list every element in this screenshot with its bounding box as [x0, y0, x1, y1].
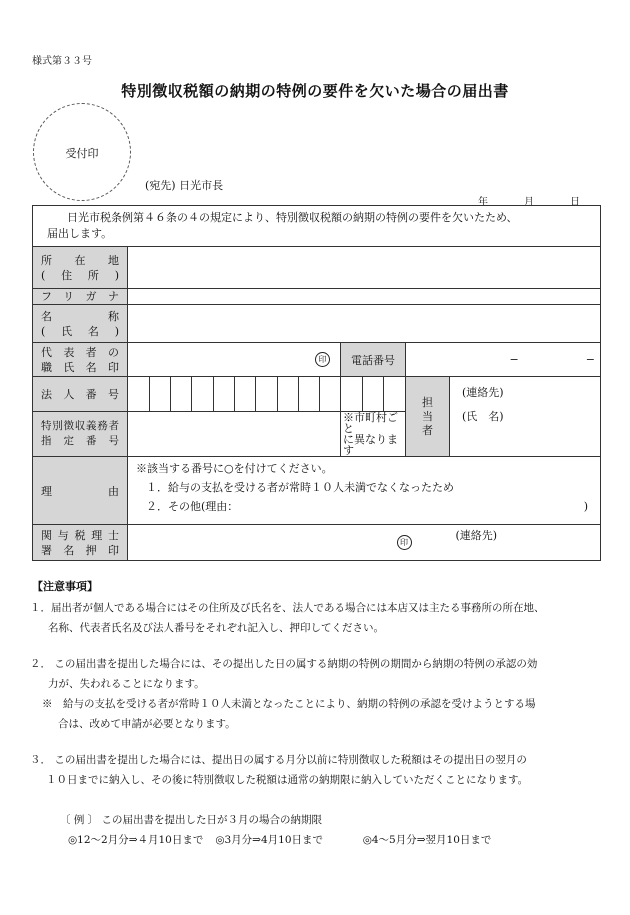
- corporate-number-field[interactable]: [128, 377, 406, 412]
- notification-form-table: [32, 205, 601, 525]
- phone-label: 電話番号: [341, 343, 406, 377]
- representative-field[interactable]: [128, 343, 341, 377]
- phone-separator: −: [509, 353, 519, 366]
- intro-text: 日光市税条例第４６条の４の規定により、特別徴収税額の納期の特例の要件を欠いたため、 届出します。: [33, 206, 601, 247]
- phone-separator: −: [585, 353, 595, 366]
- tax-accountant-signature-field[interactable]: [128, 525, 450, 561]
- staff-name-label: (氏 名): [462, 410, 504, 423]
- reason-field[interactable]: [128, 457, 601, 525]
- tax-accountant-table: [32, 524, 601, 561]
- furigana-label: フリガナ: [33, 289, 128, 305]
- date-month: 月: [524, 197, 534, 208]
- reception-stamp-label: 受付印: [65, 147, 99, 160]
- corporate-number-label: 法人番号: [33, 377, 128, 412]
- contact-label: (連絡先): [455, 529, 498, 542]
- reason-instruction: ※該当する番号に○を付けてください。: [136, 462, 333, 475]
- date-year: 年: [478, 197, 488, 208]
- name-label: 名称 (氏名): [33, 305, 128, 343]
- payment-deadline-example: 〔 例 〕 この届出書を提出した日が３月の場合の納期限 ◎12～2月分⇒４月10日まで ◎3月分⇒4月10日まで ◎4～5月分⇒翌月10日まで: [60, 814, 492, 846]
- tax-accountant-contact-field[interactable]: [450, 525, 601, 561]
- obligor-number-field[interactable]: [128, 412, 341, 457]
- note-2: ２． この届出書を提出した場合には、その提出した日の属する納期の特例の期間から納期の特例の承認の効 力が、失われることになります。 ※ 給与の支払を受ける者が常時１０人未満となったことにより、納期の特例の承認を受けようとする場 合は、改めて申請が必要となります。: [30, 658, 538, 730]
- name-field[interactable]: [128, 305, 601, 343]
- staff-label: 担当者: [406, 377, 450, 457]
- staff-contact-field[interactable]: [450, 377, 601, 457]
- note-3: ３． この届出書を提出した場合には、提出日の属する月分以前に特別徴収した税額はその提出日の翌月の １０日までに納入し、その後に特別徴収した税額は通常の納期限に納入していただくことになります。: [30, 754, 529, 786]
- obligor-number-label: 特別徴収義務者 指定番号: [33, 412, 128, 457]
- contact-label: (連絡先): [462, 386, 504, 399]
- reason-option-2[interactable]: ２．その他(理由： ): [146, 500, 589, 513]
- seal-mark: 印: [315, 352, 330, 367]
- reason-option-1[interactable]: １．給与の支払を受ける者が常時１０人未満でなくなったため: [146, 481, 454, 494]
- note-1: １．届出者が個人である場合にはその住所及び氏名を、法人である場合には本店又は主たる事務所の所在地、 名称、代表者氏名及び法人番号をそれぞれ記入し、押印してください。: [30, 602, 545, 634]
- furigana-field[interactable]: [128, 289, 601, 305]
- form-number: 様式第３３号: [32, 56, 92, 67]
- date-day: 日: [570, 197, 580, 208]
- notes-heading: 【注意事項】: [32, 580, 98, 593]
- corporate-number-boxes: [128, 377, 405, 411]
- reason-label: 理 由: [33, 457, 128, 525]
- phone-field[interactable]: [406, 343, 601, 377]
- address-label: 所在地 (住所): [33, 247, 128, 289]
- addressee: (宛先) 日光市長: [145, 179, 224, 192]
- representative-label: 代表者の 職氏名印: [33, 343, 128, 377]
- obligor-note: ※市町村ごと に異なります: [341, 412, 406, 457]
- seal-mark: 印: [397, 535, 412, 550]
- tax-accountant-label: 関与税理士 署名押印: [33, 525, 128, 561]
- page-title: 特別徴収税額の納期の特例の要件を欠いた場合の届出書: [121, 82, 509, 100]
- address-field[interactable]: [128, 247, 601, 289]
